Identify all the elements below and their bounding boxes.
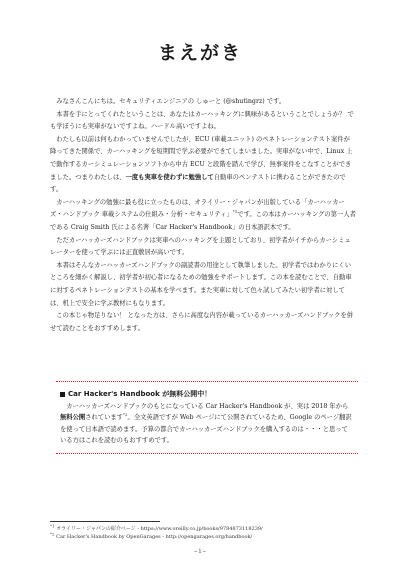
paragraph [50,197,356,235]
preface-body [50,96,356,335]
paragraph-text: です。この本はカーハッキングの第一人者である Craig Smith 氏による名著「Car Hacker's Handbook」の日本語訳本です。 [50,211,356,231]
notice-bold-text: 無料公開 [60,414,86,422]
notice-heading: Car Hacker's Handbook が無料公開中！ [68,390,212,398]
footnote-mark: *1 [50,523,55,529]
paragraph-bold-text: 一度も実車を使わずに勉強して [125,173,214,181]
notice-text: カーハッカーズハンドブックのもとになっている Car Hacker's Handbook が、実は 2018 年から [66,403,349,410]
paragraph-text: みなさんこんにちは。セキュリティエンジニアの しゅーと (@shutingrz) です。 [56,98,286,105]
notice-heading-row [60,388,354,401]
paragraph [50,134,356,197]
notice-body [60,401,354,447]
notice-text: 。全文英語ですが Web ページにて公開されているため、Google のページ翻訳を使って日本語で読めます。予算の都合でカーハッカーズハンドブックを購入するのは・・・と思っている方はこれを読むのもおすすめです。 [60,414,352,445]
footnote-ref: *2 [122,412,128,418]
square-bullet-icon [60,392,65,397]
footnote [50,533,360,541]
page-number: – i – [194,548,206,555]
notice-text: されています [85,414,123,422]
page-title: まえがき [157,42,242,64]
paragraph-text: 本書はそんなカーハッカーズハンドブックの副読書の用途として執筆しました。初学者ではわかりにくいところを細かく解説し、初学者が初心者になるための勉強をサポートします。この本を読むことで、自動車に対するペネトレーションテストの基本を学べます。また実車に対して色々試してみたい初学者に対しては、机上で安全に学ぶ教材にもなります。 [50,261,352,307]
footnote-text: オライリー・ジャパンの紹介ページ - https://www.oreilly.co.jp/books/9784873118239/ [54,526,263,532]
paragraph-text: 本書を手にとってくれたということは、あなたはカーハッキングに興味があるということでしょうか？ でも学ぼうにも実車がないですよね。ハードル高いですよね。 [50,110,354,131]
paragraph-text: わたしも以前は何もわかっていませんでしたが、ECU (車載ユニット) のペネトレーションテスト案件が降ってきた関係で、カーハッキングを短期間で学ぶ必要ができてしまいました。実車がない中で、Linux 上で動作するカーシミュレーションソフトから中古 ECU と段階を踏んで学び、無事案件をこなすことができました。つまりわたしは、 [50,135,353,181]
footnote [50,525,360,533]
paragraph-text: この本じゃ物足りない！ となった方は、さらに高度な内容が載っているカーハッカーズハンドブックを併せて読むことをおすすめします。 [50,312,353,332]
paragraph [50,235,356,260]
footnote-ref: *1 [232,209,238,215]
notice-box [56,381,358,454]
paragraph [50,109,356,134]
footnote-text: Car Hacker's Handbook by OpenGarages - http://opengarages.org/handbook/ [54,534,253,540]
paragraph-text: カーハッキングの勉強に最も役に立ったものは、オライリー・ジャパンが出版している「カーハッカーズ・ハンドブック 車載システムの仕組み・分析・セキュリティ」 [50,198,345,219]
footnotes [50,525,360,541]
paragraph [50,310,356,335]
footnote-mark: *2 [50,531,55,537]
paragraph [50,260,356,310]
paragraph [50,96,356,109]
paragraph-text: ただカーハッカーズハンドブックは実車へのハッキングを主題としており、初学者がイチからカーシミュレーターを使って学ぶには正直敷居が高いです。 [50,236,351,257]
footnote-rule [50,521,160,522]
paragraph-text: 自動車のペンテストに携わることができたのです。 [50,173,346,194]
